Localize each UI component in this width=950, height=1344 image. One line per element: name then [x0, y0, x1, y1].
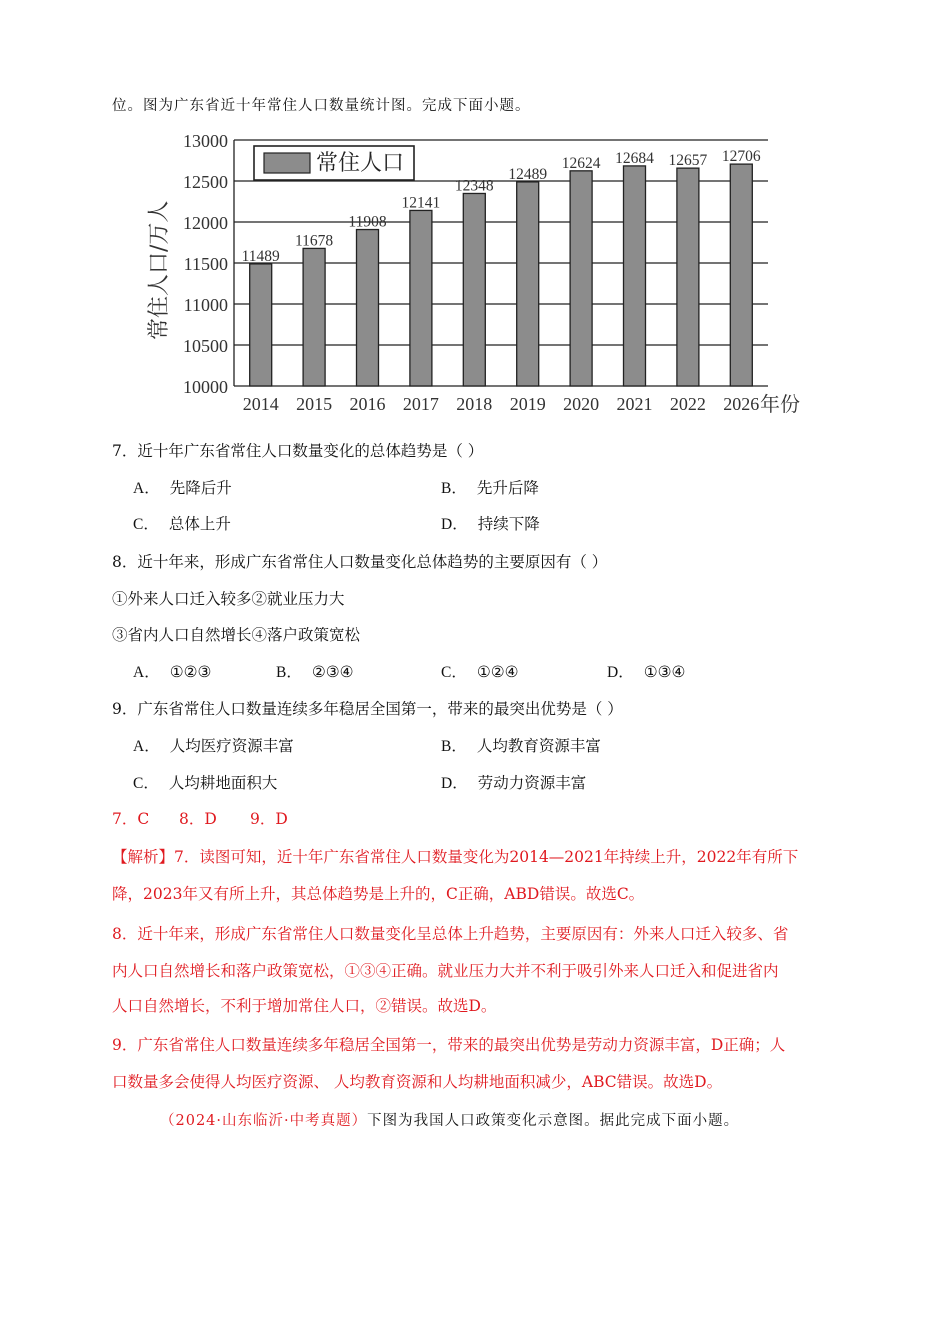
- bar-2017: [410, 210, 432, 386]
- x-tick-label-2016: 2016: [349, 394, 386, 414]
- x-tick-label-2022: 2022: [669, 394, 706, 414]
- legend-label: 常住人口: [316, 151, 405, 176]
- option-text: 先升后降: [476, 479, 539, 497]
- data-label-2014: 11489: [241, 247, 280, 265]
- y-axis-label: 常住人口/万人: [147, 200, 172, 340]
- q7-option-b[interactable]: [441, 477, 539, 500]
- q9-option-a[interactable]: [133, 735, 294, 758]
- x-tick-label-2026: 2026: [723, 394, 760, 414]
- data-label-2019: 12489: [508, 165, 548, 183]
- option-text: ①③④: [643, 663, 686, 681]
- q8-stem: 8．近十年来，形成广东省常住人口数量变化总体趋势的主要原因有（ ）: [112, 553, 608, 571]
- data-label-2015: 11678: [295, 232, 334, 250]
- bar-2015: [303, 248, 325, 386]
- q8-option-a[interactable]: [133, 661, 211, 684]
- analysis-7-line2: 降，2023年又有所上升，其总体趋势是上升的，C正确，ABD错误。故选C。: [112, 885, 645, 903]
- y-tick-label: 10500: [183, 336, 228, 356]
- option-text: 劳动力资源丰富: [477, 774, 587, 792]
- chart-legend: [254, 146, 414, 180]
- bar-2016: [357, 230, 379, 386]
- answer-7: 7．C: [112, 810, 150, 828]
- data-label-2020: 12624: [561, 154, 601, 172]
- answer-8: 8．D: [179, 810, 217, 828]
- option-text: 人均教育资源丰富: [476, 737, 601, 755]
- option-key: C．: [133, 775, 159, 792]
- y-tick-label: 10000: [183, 377, 228, 397]
- option-text: 人均医疗资源丰富: [169, 737, 294, 755]
- x-axis-label: 年份: [760, 392, 800, 416]
- option-key: D．: [607, 664, 634, 681]
- option-text: ②③④: [311, 663, 354, 681]
- bar-2021: [624, 166, 646, 386]
- analysis-9-line2: 口数量多会使得人均医疗资源、 人均教育资源和人均耕地面积减少，ABC错误。故选D。: [112, 1073, 723, 1091]
- data-label-2022: 12657: [668, 152, 708, 170]
- y-tick-label: 13000: [183, 131, 228, 151]
- analysis-8-line3: 人口自然增长，不利于增加常住人口，②错误。故选D。: [112, 997, 497, 1015]
- q7-stem: 7．近十年广东省常住人口数量变化的总体趋势是（ ）: [112, 442, 484, 460]
- option-text: ①②④: [476, 663, 519, 681]
- y-tick-label: 12000: [183, 213, 228, 233]
- q7-option-c[interactable]: [133, 513, 231, 536]
- option-key: B．: [276, 664, 302, 681]
- y-tick-label: 11500: [183, 254, 228, 274]
- y-tick-label: 11000: [183, 295, 228, 315]
- bar-2026: [730, 164, 752, 386]
- intro-text: 位。图为广东省近十年常住人口数量统计图。完成下面小题。: [112, 98, 531, 114]
- q9-option-d[interactable]: [441, 772, 586, 795]
- answer-9: 9．D: [250, 810, 288, 828]
- option-key: A．: [133, 664, 160, 681]
- option-key: D．: [441, 516, 468, 533]
- option-key: D．: [441, 775, 468, 792]
- q8-choices-line1: ①外来人口迁入较多②就业压力大: [112, 590, 345, 608]
- data-label-2016: 11908: [348, 213, 387, 231]
- legend-swatch: [264, 153, 310, 173]
- data-label-2026: 12706: [721, 148, 761, 166]
- bar-2020: [570, 171, 592, 386]
- chart-y-tick-labels: [183, 131, 228, 397]
- analysis-7-line1: 【解析】7．读图可知，近十年广东省常住人口数量变化为2014—2021年持续上升，2022年有所下: [112, 848, 799, 866]
- q7-option-d[interactable]: [441, 513, 540, 536]
- q9-option-c[interactable]: [133, 772, 277, 795]
- x-tick-label-2019: 2019: [509, 394, 546, 414]
- x-tick-label-2014: 2014: [242, 394, 279, 414]
- bar-2019: [517, 182, 539, 386]
- option-text: 总体上升: [168, 515, 231, 533]
- option-key: B．: [441, 480, 467, 497]
- analysis-8-line1: 8．近十年来，形成广东省常住人口数量变化呈总体上升趋势，主要原因有：外来人口迁入较多、省: [112, 925, 789, 943]
- option-text: 持续下降: [477, 515, 540, 533]
- option-key: A．: [133, 480, 160, 497]
- y-tick-label: 12500: [183, 172, 228, 192]
- q7-option-a[interactable]: [133, 477, 232, 500]
- x-tick-label-2020: 2020: [563, 394, 600, 414]
- data-label-2018: 12348: [454, 177, 494, 195]
- q8-option-b[interactable]: [276, 661, 354, 684]
- option-text: 人均耕地面积大: [168, 774, 278, 792]
- x-tick-label-2021: 2021: [616, 394, 653, 414]
- next-question-intro: [160, 1110, 739, 1132]
- bar-2018: [463, 193, 485, 386]
- data-label-2021: 12684: [615, 149, 654, 167]
- bar-2022: [677, 168, 699, 386]
- option-key: C．: [441, 664, 467, 681]
- bar-2014: [250, 264, 272, 386]
- q8-option-c[interactable]: [441, 661, 519, 684]
- next-intro-text: 下图为我国人口政策变化示意图。据此完成下面小题。: [367, 1113, 740, 1129]
- x-tick-label-2018: 2018: [456, 394, 493, 414]
- option-key: A．: [133, 738, 160, 755]
- option-text: ①②③: [169, 663, 212, 681]
- x-tick-label-2015: 2015: [296, 394, 333, 414]
- data-label-2017: 12141: [401, 194, 441, 212]
- analysis-9-line1: 9．广东省常住人口数量连续多年稳居全国第一，带来的最突出优势是劳动力资源丰富，D正确；人: [112, 1036, 786, 1054]
- q8-choices-line2: ③省内人口自然增长④落户政策宽松: [112, 626, 361, 644]
- q9-stem: 9．广东省常住人口数量连续多年稳居全国第一，带来的最突出优势是（ ）: [112, 700, 623, 718]
- chart-x-tick-labels: [243, 394, 760, 414]
- chart-bars: [250, 164, 753, 386]
- option-key: B．: [441, 738, 467, 755]
- x-tick-label-2017: 2017: [402, 394, 439, 414]
- analysis-8-line2: 内人口自然增长和落户政策宽松，①③④正确。就业压力大并不利于吸引外来人口迁入和促进省内: [112, 962, 779, 980]
- q8-option-d[interactable]: [607, 661, 685, 684]
- option-text: 先降后升: [169, 479, 232, 497]
- option-key: C．: [133, 516, 159, 533]
- source-tag: （2024·山东临沂·中考真题）: [160, 1113, 368, 1129]
- population-bar-chart: [140, 128, 820, 418]
- q9-option-b[interactable]: [441, 735, 601, 758]
